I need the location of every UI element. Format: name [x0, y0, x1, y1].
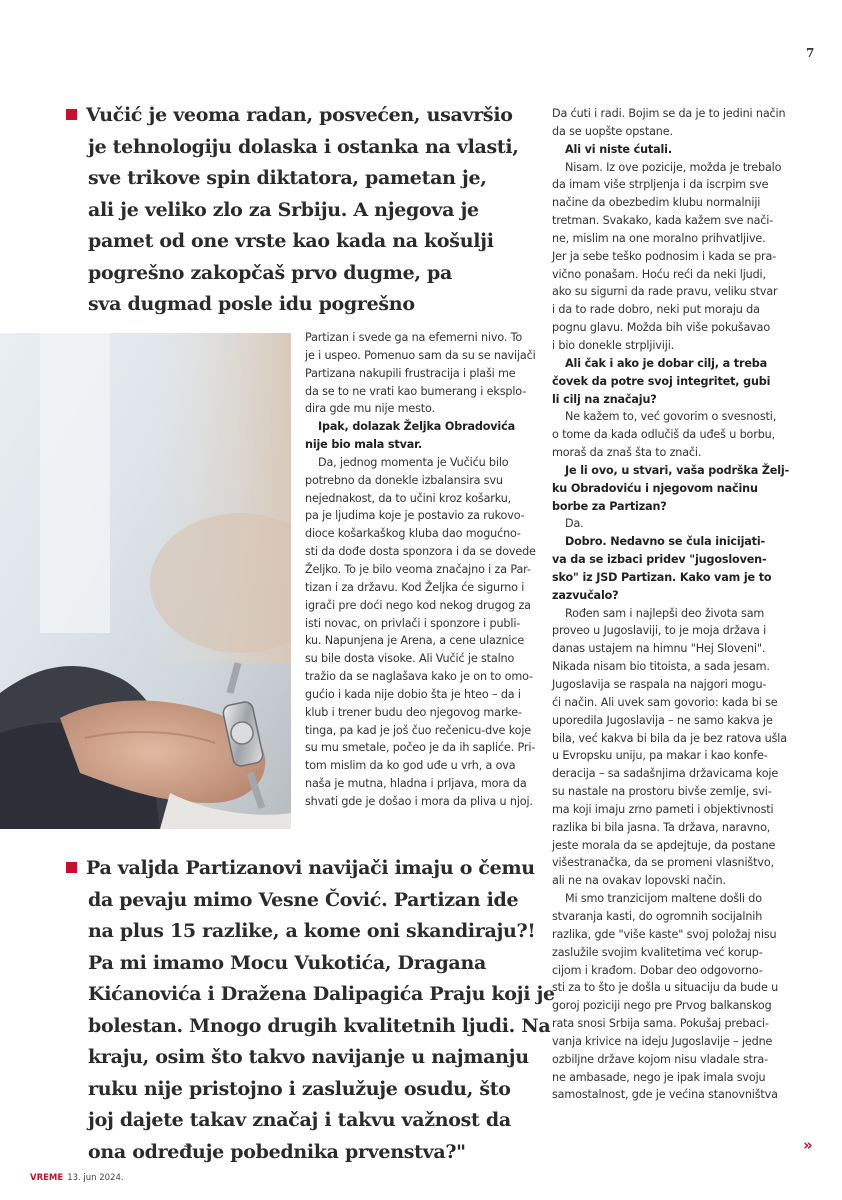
pull-quote-line [66, 226, 526, 258]
pull-quote-line [66, 885, 526, 917]
text-line: Mi smo tranzicijom maltene došli do [565, 892, 762, 906]
text-line: i bio donekle strpljiviji. [552, 338, 675, 352]
footer [30, 1173, 124, 1183]
footer-brand: VREME [30, 1173, 64, 1183]
text-line: ako su sigurni da rade pravu, veliku stvar [552, 285, 778, 299]
text-line: da imam više strpljenja i da iscrpim sve [552, 178, 769, 192]
text-line: isti novac, on privlači i sponzore i publi- [305, 616, 521, 630]
text-line: tražio da se naglašava kako je on to omo- [305, 670, 533, 684]
pull-quote-line [66, 289, 526, 321]
text-line: ali ne na ovakav lopovski način. [552, 874, 726, 888]
text-line: goroj poziciji nego pre Prvog balkanskog [552, 999, 772, 1013]
text-line: da se uopšte opstane. [552, 124, 673, 138]
interview-question [552, 462, 790, 516]
text-line: Jer ja sebe teško podnosim i kada se pra- [552, 249, 777, 263]
pull-quote-text: Pa valjda Partizanovi navijači imaju o čemu [86, 857, 535, 879]
text-line: vično ponašam. Hoću reći da neki ljudi, [552, 267, 766, 281]
pull-quote-text: Pa mi imamo Mocu Vukotića, Dragana [88, 951, 486, 974]
text-line: naša je mutna, hladna i prljava, mora da [305, 777, 527, 791]
text-line: Jugoslavija se raspala na najgori mogu- [552, 678, 767, 691]
text-line: Partizana nakupili frustracija i plaši me [305, 366, 516, 380]
text-line: tom mislim da ko god uđe u vrh, a ova [305, 759, 516, 773]
right-column [552, 105, 790, 1104]
pull-quote-text: je tehnologiju dolaska i ostanka na vlasti, [88, 135, 519, 158]
paragraph [305, 329, 535, 418]
continue-arrow-icon: » [803, 1136, 813, 1154]
text-line: danas ustajem na himnu "Hej Sloveni". [552, 642, 766, 656]
pull-quote-text: joj dajete takav značaj i takvu važnost da [88, 1109, 511, 1131]
text-line: Da, jednog momenta je Vučiću bilo [318, 455, 509, 469]
text-line: dioce košarkaškog kluba dao mogućno- [305, 527, 521, 541]
text-line: ku. Napunjena je Arena, a cene ulaznice [305, 634, 525, 648]
text-line: sti za to što je došla u situaciju da bude u [552, 981, 779, 995]
text-line: dira gde mu nije mesto. [305, 402, 435, 416]
text-line: jeste morala da se apdejtuje, da postane [552, 838, 776, 852]
pull-quote-line [66, 258, 526, 290]
text-line: sko" iz JSD Partizan. Kako vam je to [552, 570, 772, 584]
pull-quote-line [66, 195, 526, 227]
interview-question [552, 355, 786, 409]
interview-question [552, 533, 786, 604]
red-square-icon [66, 109, 77, 120]
text-line: deracija – sa sadašnjima državicama koje [552, 767, 779, 781]
text-line: ozbiljne države kojom nisu vladale stra- [552, 1052, 768, 1066]
pull-quote-text: ona određuje pobednika prvenstva?" [88, 1140, 466, 1163]
pull-quote-text: ruku nije pristojno i zaslužuje osudu, što [88, 1077, 511, 1100]
text-line: li cilj na značaju? [552, 392, 657, 406]
pull-quote-text: Vučić je veoma radan, posvećen, usavršio [86, 104, 513, 126]
pull-quote-line [66, 100, 526, 132]
text-line: tinga, pa kad je još čuo rečenicu-dve koje [305, 723, 532, 737]
paragraph [552, 408, 786, 462]
text-line: razlika, gde "više kaste" svoj položaj nisu [552, 927, 777, 941]
text-line: ći način. Ali uvek sam govorio: kada bi se [552, 695, 778, 709]
text-line: gućio i kada nije dobio šta je hteo – da i [305, 687, 521, 701]
text-line: nejednakost, da to učini kroz košarku, [305, 491, 512, 505]
text-line: zaslužile svojim kvalitetima već korup- [552, 945, 763, 959]
text-line: uporedila Jugoslavija – ne samo kakva je [552, 713, 773, 727]
text-line: Partizan i svede ga na efemerni nivo. To [305, 331, 523, 344]
pull-quote-line [66, 948, 526, 980]
text-line: da se to ne vrati kao bumerang i eksplo- [305, 384, 527, 398]
text-line: su mu smetale, počeo je da ih sapliće. Pri- [305, 741, 536, 755]
text-line: potrebno da donekle izbalansira svu [305, 473, 503, 487]
text-line: u Evropsku uniju, pa makar i kao konfe- [552, 749, 768, 763]
paragraph [305, 454, 535, 811]
text-line: Ne kažem to, već govorim o svesnosti, [565, 410, 777, 424]
text-line: bila, već kakva bi bila da je bez ratova ušla [552, 731, 787, 745]
pull-quote-line [66, 1042, 529, 1074]
pull-quote-line [66, 1011, 551, 1043]
text-line: višestranačka, da se promeni vlasništvo, [552, 856, 774, 870]
interview-question [552, 141, 786, 159]
text-line: borbe za Partizan? [552, 499, 667, 513]
text-line: Je li ovo, u stvari, vaša podrška Želj- [565, 463, 790, 477]
pull-quote-line [66, 132, 526, 164]
pull-quote-text: bolestan. Mnogo drugih kvalitetnih ljudi. Na [88, 1014, 551, 1037]
text-line: Rođen sam i najlepši deo života sam [565, 606, 765, 620]
text-line: je i uspeo. Pomenuo sam da su se navijači [305, 348, 536, 362]
page-number: 7 [806, 46, 815, 60]
text-line: čovek da potre svoj integritet, gubi [552, 374, 771, 388]
text-line: sti da dođe dosta sponzora i da se dovede [305, 545, 536, 559]
pull-quote-text: sva dugmad posle idu pogrešno [88, 293, 415, 315]
text-line: zazvučalo? [552, 588, 619, 602]
pull-quote-line [66, 1105, 526, 1137]
pull-quote-line [66, 853, 535, 885]
pull-quote-line [66, 1074, 526, 1106]
text-line: ne ambasade, nego je ipak imala svoju [552, 1070, 766, 1084]
pull-quote-text: kraju, osim što takvo navijanje u najmanju [88, 1046, 529, 1068]
pull-quote-line [66, 979, 555, 1011]
text-line: tretman. Svakako, kada kažem sve nači- [552, 214, 774, 228]
text-line: ne, mislim na one moralno prihvatljive. [552, 231, 766, 245]
pull-quote-line [66, 916, 536, 948]
paragraph [552, 105, 786, 141]
text-line: vanja krivice na ideju Jugoslavije – jedne [552, 1034, 773, 1048]
text-line: Nisam. Iz ove pozicije, možda je trebalo [565, 160, 782, 174]
pull-quote-text: sve trikove spin diktatora, pametan je, [88, 167, 487, 189]
middle-column [305, 329, 535, 811]
text-line: pa je ljudima koje je postavio za rukovo- [305, 509, 525, 523]
interview-question [305, 418, 535, 454]
pull-quote-text: ali je veliko zlo za Srbiju. A njegova je [88, 198, 479, 221]
text-line: igrači pre doći nego kod nekog drugog za [305, 598, 531, 612]
paragraph [552, 515, 786, 533]
pull-quote-line [66, 1137, 526, 1169]
text-line: su bile dosta visoke. Ali Vučić je stalno [305, 652, 515, 666]
text-line: samostalnost, gde je većina stanovništva [552, 1088, 778, 1102]
text-line: Da ćuti i radi. Bojim se da je to jedini način [552, 107, 786, 120]
text-line: pognu glavu. Možda bih više pokušavao [552, 321, 771, 335]
text-line: Nikada nisam bio titoista, a sada jesam. [552, 660, 770, 674]
text-line: nije bio mala stvar. [305, 438, 423, 452]
text-line: klub i trener budu deo njegovog marke- [305, 705, 522, 719]
paragraph [552, 159, 786, 355]
pull-quote-text: na plus 15 razlike, a kome oni skandiraju?! [88, 920, 536, 942]
text-line: su nastale na prostoru bivše zemlje, svi- [552, 785, 772, 799]
red-square-icon [66, 862, 77, 873]
text-line: Željko. To je bilo veoma značajno i za Par- [305, 562, 531, 576]
pull-quote-text: pogrešno zakopčaš prvo dugme, pa [88, 261, 452, 284]
text-line: Ali čak i ako je dobar cilj, a treba [565, 356, 768, 370]
paragraph [552, 605, 786, 891]
text-line: razlika bi bila jasna. Ta država, naravno, [552, 820, 771, 834]
text-line: ku Obradoviću i njegovom načinu [552, 481, 758, 495]
paragraph [552, 890, 786, 1104]
text-line: cijom i krađom. Dobar deo odgovorno- [552, 963, 763, 977]
text-line: tizan i za državu. Kod Željka će sigurno i [305, 580, 525, 594]
text-line: rata snosi Srbija sama. Pokušaj prebaci- [552, 1017, 769, 1031]
text-line: Ali vi niste ćutali. [565, 142, 672, 156]
text-line: moraš da znaš šta to znači. [552, 446, 702, 460]
text-line: proveo u Jugoslaviji, to je moja država i [552, 624, 767, 638]
text-line: Da. [565, 517, 584, 531]
text-line: shvati gde je došao i mora da pliva u njoj. [305, 794, 533, 808]
pull-quote-bottom [66, 853, 555, 1168]
pull-quote-text: Kićanovića i Dražena Dalipagića Praju koji je [88, 983, 555, 1005]
text-line: stvaranja kasti, do ogromnih socijalnih [552, 909, 763, 923]
text-line: Dobro. Nedavno se čula inicijati- [565, 535, 766, 549]
text-line: va da se izbaci pridev "jugosloven- [552, 553, 767, 567]
text-line: načine da obezbedim klubu normalniji [552, 196, 761, 210]
pull-quote-text: pamet od one vrste kao kada na košulji [88, 230, 494, 252]
pull-quote-line [66, 163, 526, 195]
article-photo [0, 333, 291, 829]
pull-quote-text: da pevaju mimo Vesne Čović. Partizan ide [88, 888, 519, 911]
footer-date: 13. jun 2024. [67, 1173, 124, 1183]
text-line: Ipak, dolazak Željka Obradovića [318, 420, 515, 434]
text-line: o tome da kada odlučiš da uđeš u borbu, [552, 428, 775, 442]
pull-quote-top [66, 100, 526, 321]
text-line: i da to rade dobro, neki put moraju da [552, 303, 760, 317]
text-line: ma koji imaju zrno pameti i objektivnosti [552, 802, 774, 816]
